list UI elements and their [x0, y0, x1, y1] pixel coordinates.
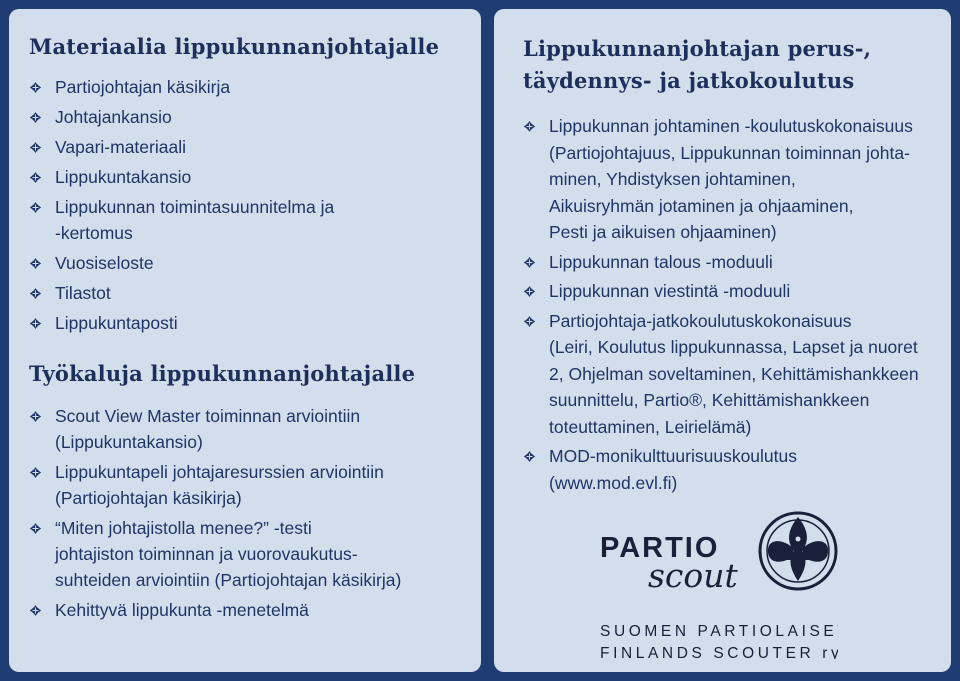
materials-item-line: Vuosiseloste: [55, 253, 154, 273]
fleur-de-lis-trefoil-icon: [760, 513, 836, 589]
fleur-bullet-icon: [29, 201, 42, 214]
materials-item: [29, 310, 469, 336]
tools-item-line: suhteiden arviointiin (Partiojohtajan käsikirja): [55, 570, 402, 590]
fleur-bullet-icon: [523, 285, 536, 298]
tools-item-line: Kehittyvä lippukunta -menetelmä: [55, 600, 309, 620]
materials-item-line: Lippukuntakansio: [55, 167, 192, 187]
training-list: [523, 113, 943, 496]
tools-item-line: (Lippukuntakansio): [55, 432, 203, 452]
materials-item: [29, 194, 469, 246]
materials-item: [29, 164, 469, 190]
logo-org-swedish: FINLANDS SCOUTER ry: [600, 645, 838, 659]
training-item-line: Partiojohtaja-jatkokoulutuskokonaisuus: [549, 310, 852, 331]
materials-item-line: Tilastot: [55, 283, 111, 303]
logo-word-scout: scout: [648, 556, 738, 595]
training-item: [523, 308, 943, 441]
training-item: [523, 443, 943, 496]
tools-item: [29, 597, 474, 623]
training-heading-line-2: täydennys- ja jatkokoulutus: [523, 68, 855, 93]
training-item-line: Pesti ja aikuisen ohjaaminen): [549, 222, 777, 242]
training-item-line: suunnittelu, Partio®, Kehittämishankkeen: [549, 390, 870, 410]
training-item-line: minen, Yhdistyksen johtaminen,: [549, 169, 796, 189]
right-panel: [494, 9, 951, 672]
training-item-line: 2, Ohjelman soveltaminen, Kehittämishankkeen: [549, 363, 919, 384]
materials-heading: Materiaalia lippukunnanjohtajalle: [29, 34, 440, 59]
tools-list: [29, 403, 474, 623]
fleur-bullet-icon: [29, 81, 42, 94]
materials-item-line: -kertomus: [55, 223, 133, 243]
training-item-line: (Partiojohtajuus, Lippukunnan toiminnan johta-: [549, 142, 910, 163]
fleur-bullet-icon: [29, 111, 42, 124]
materials-item: [29, 280, 469, 306]
materials-item: [29, 104, 469, 130]
fleur-bullet-icon: [29, 522, 42, 535]
fleur-bullet-icon: [29, 171, 42, 184]
materials-item-line: Vapari-materiaali: [55, 137, 186, 157]
training-heading: [523, 33, 943, 97]
training-heading-line-1: Lippukunnanjohtajan perus-,: [523, 36, 872, 61]
materials-item: [29, 134, 469, 160]
training-item-line: toteuttaminen, Leirielämä): [549, 416, 752, 437]
fleur-bullet-icon: [523, 256, 536, 269]
training-item-line: Lippukunnan johtaminen -koulutuskokonaisuus: [549, 116, 913, 136]
training-item: [523, 278, 943, 305]
training-item-line: (www.mod.evl.fi): [549, 472, 678, 493]
fleur-bullet-icon: [29, 257, 42, 270]
fleur-bullet-icon: [29, 466, 42, 479]
partio-scout-logo: [598, 509, 838, 659]
tools-heading: Työkaluja lippukunnanjohtajalle: [29, 361, 416, 386]
materials-item-line: Johtajankansio: [55, 107, 172, 127]
logo-org-finnish: SUOMEN PARTIOLAISET: [600, 623, 838, 640]
materials-list: [29, 74, 469, 336]
tools-item: [29, 515, 474, 593]
training-item: [523, 113, 943, 246]
tools-item: [29, 459, 474, 511]
logo-word-partio: PARTIO: [600, 532, 720, 564]
tools-item-line: Scout View Master toiminnan arviointiin: [55, 406, 361, 426]
training-item-line: (Leiri, Koulutus lippukunnassa, Lapset ja nuoret: [549, 337, 918, 357]
materials-item: [29, 74, 469, 100]
materials-item-line: Lippukunnan toimintasuunnitelma ja: [55, 197, 335, 217]
tools-item-line: johtajiston toiminnan ja vuorovaukutus-: [55, 544, 358, 564]
fleur-bullet-icon: [29, 317, 42, 330]
tools-item-line: Lippukuntapeli johtajaresurssien arviointiin: [55, 462, 384, 482]
materials-item-line: Lippukuntaposti: [55, 313, 178, 333]
materials-item-line: Partiojohtajan käsikirja: [55, 77, 231, 97]
fleur-bullet-icon: [29, 604, 42, 617]
logo-graphic: [598, 509, 838, 659]
fleur-bullet-icon: [523, 450, 536, 463]
materials-item: [29, 250, 469, 276]
fleur-bullet-icon: [29, 141, 42, 154]
training-item-line: Lippukunnan talous -moduuli: [549, 251, 773, 272]
fleur-bullet-icon: [523, 315, 536, 328]
tools-item-line: (Partiojohtajan käsikirja): [55, 488, 242, 508]
tools-item: [29, 403, 474, 455]
training-item-line: Aikuisryhmän jotaminen ja ohjaaminen,: [549, 195, 854, 216]
left-panel: [9, 9, 481, 672]
fleur-bullet-icon: [523, 120, 536, 133]
fleur-bullet-icon: [29, 287, 42, 300]
fleur-bullet-icon: [29, 410, 42, 423]
training-item-line: MOD-monikulttuurisuuskoulutus: [549, 446, 798, 466]
training-item-line: Lippukunnan viestintä -moduuli: [549, 281, 791, 301]
tools-item-line: “Miten johtajistolla menee?” -testi: [55, 518, 312, 538]
training-item: [523, 249, 943, 276]
